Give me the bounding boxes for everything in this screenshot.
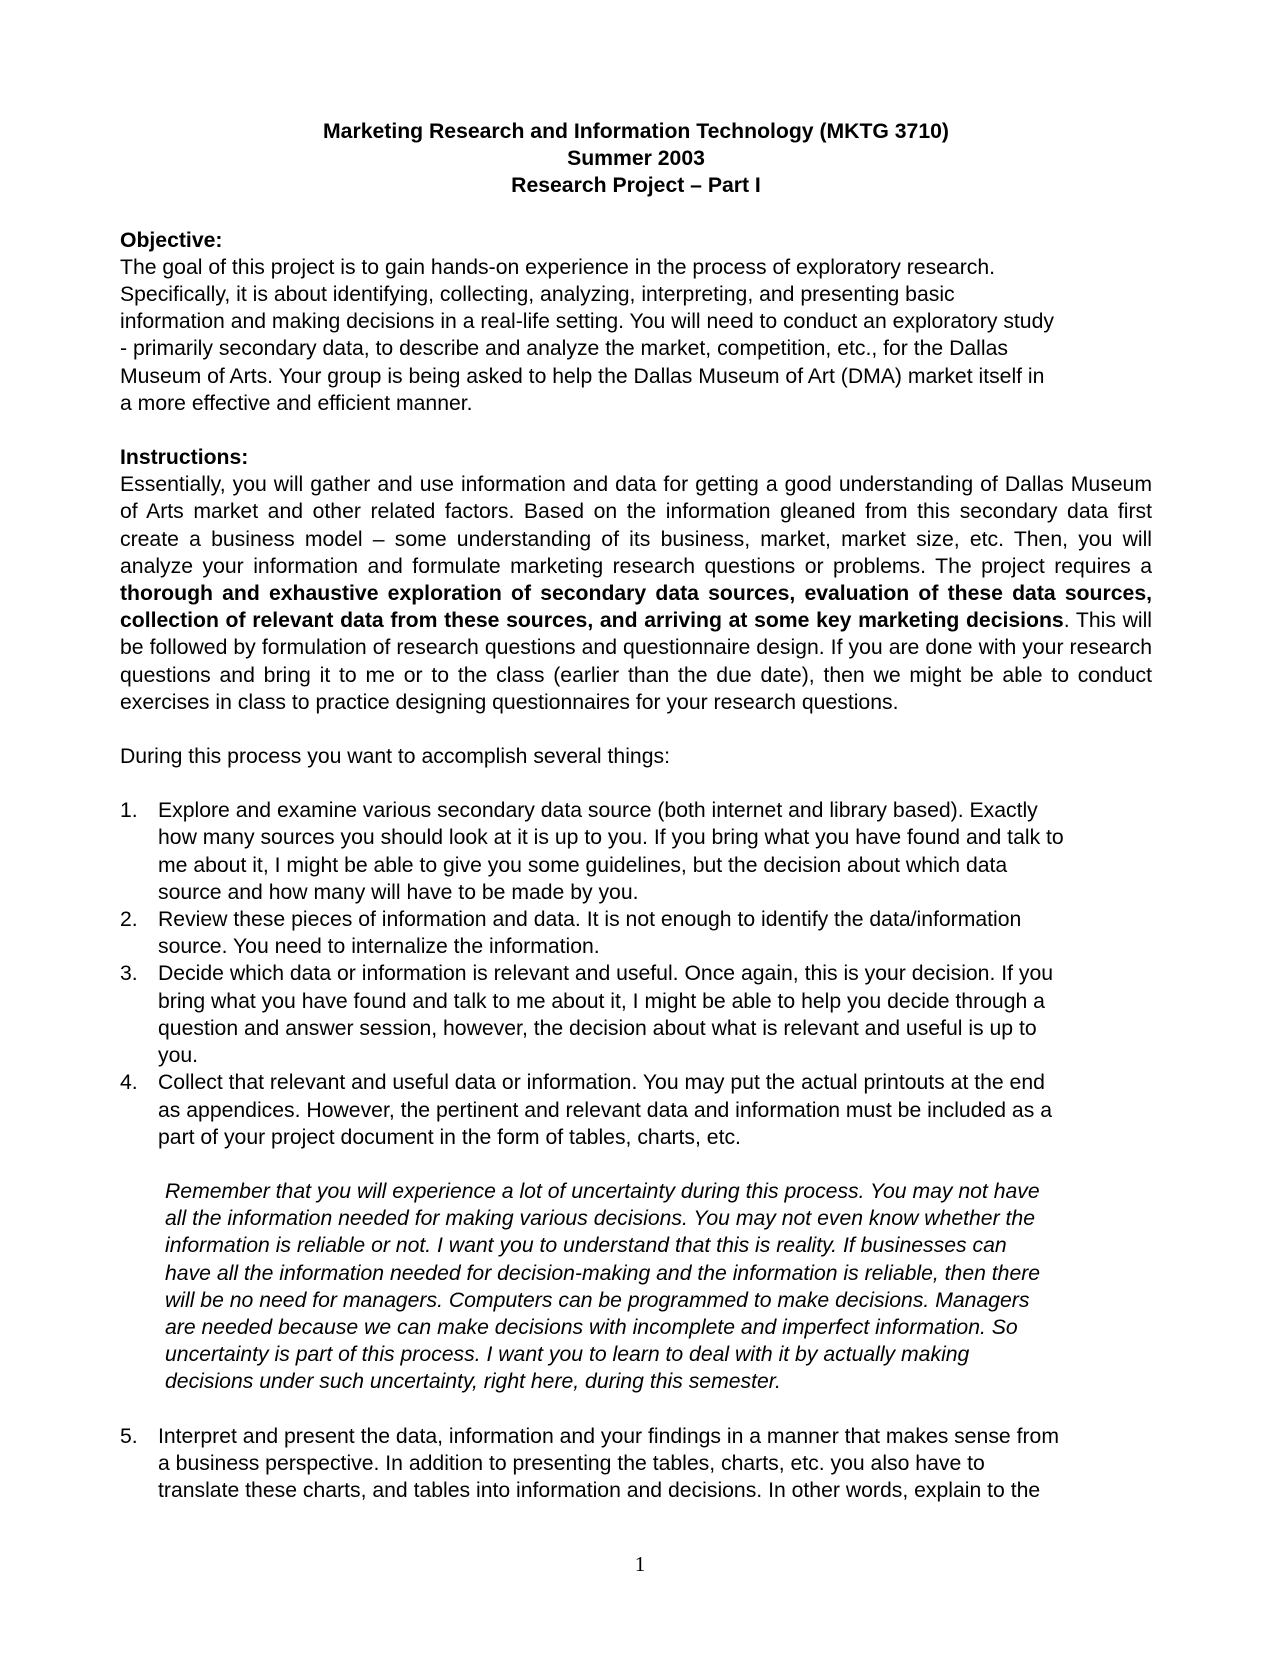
list-item-line: a business perspective. In addition to presenting the tables, charts, etc. you also have to — [158, 1451, 985, 1475]
list-item-line: how many sources you should look at it is up to you. If you bring what you have found and talk to — [158, 826, 1064, 850]
list-number: 3. — [120, 962, 138, 986]
uncertainty-note — [165, 1178, 1152, 1396]
list-item-line: Decide which data or information is relevant and useful. Once again, this is your decision. If you — [158, 962, 1054, 986]
list-item — [120, 1423, 1152, 1505]
objective-line: Museum of Arts. Your group is being asked to help the Dallas Museum of Art (DMA) market itself in — [120, 364, 1045, 388]
instructions-paragraph — [120, 471, 1152, 716]
objective-line: Specifically, it is about identifying, collecting, analyzing, interpreting, and presenting basic — [120, 283, 955, 307]
document-title-block — [120, 118, 1152, 200]
list-item — [120, 906, 1152, 960]
task-list-continued — [120, 1423, 1152, 1505]
note-line: information is reliable or not. I want you to understand that this is reality. If businesses can — [165, 1234, 1007, 1258]
list-item-line: translate these charts, and tables into information and decisions. In other words, explain to the — [158, 1478, 1041, 1502]
instructions-text-end: . This will be followed by formulation of research questions and questionnaire design. If you are done with your research questions and bring it to me or to the class (earlier than the due date), then we might be able to conduct exercises in class to practice designing questionnaires for your research questions. — [120, 609, 1152, 714]
term-title: Summer 2003 — [567, 147, 705, 171]
list-number: 4. — [120, 1071, 138, 1095]
note-line: are needed because we can make decisions with incomplete and imperfect information. So — [165, 1315, 1018, 1339]
note-line: uncertainty is part of this process. I want you to learn to deal with it by actually making — [165, 1343, 970, 1367]
list-item-line: Explore and examine various secondary data source (both internet and library based). Exactly — [158, 799, 1038, 823]
instructions-heading: Instructions: — [120, 446, 249, 470]
list-item-line: source. You need to internalize the information. — [158, 935, 600, 959]
course-title: Marketing Research and Information Technology (MKTG 3710) — [323, 120, 949, 143]
instructions-text-bold: thorough and exhaustive exploration of secondary data sources, evaluation of these data sources, collection of relevant data from these sources, and arriving at some key marketing decisions — [120, 582, 1152, 633]
list-item — [120, 1069, 1152, 1151]
list-item — [120, 960, 1152, 1069]
instructions-text-start: Essentially, you will gather and use information and data for getting a good understanding of Dallas Museum of Arts market and other related factors. Based on the information gleaned from this secondary data first create a business model – some understanding of its business, market, market size, etc. Then, you will analyze your information and formulate marketing research questions or problems. The project requires a — [120, 473, 1152, 578]
document-page — [120, 118, 1152, 1504]
list-item-line: as appendices. However, the pertinent and relevant data and information must be included as a — [158, 1098, 1052, 1122]
list-item-line: question and answer session, however, the decision about what is relevant and useful is up to — [158, 1016, 1037, 1040]
list-item-line: Collect that relevant and useful data or information. You may put the actual printouts at the end — [158, 1071, 1045, 1095]
list-item-line: part of your project document in the form of tables, charts, etc. — [158, 1125, 741, 1149]
note-line: have all the information needed for decision-making and the information is reliable, then there — [165, 1261, 1041, 1285]
instructions-section — [120, 444, 1152, 716]
page-number: 1 — [634, 1552, 646, 1576]
list-item-line: source and how many will have to be made by you. — [158, 880, 639, 904]
objective-line: - primarily secondary data, to describe and analyze the market, competition, etc., for the Dallas — [120, 337, 1008, 361]
list-intro: During this process you want to accomplish several things: — [120, 745, 670, 769]
list-number: 5. — [120, 1424, 138, 1448]
note-line: decisions under such uncertainty, right here, during this semester. — [165, 1370, 781, 1394]
objective-heading: Objective: — [120, 228, 223, 252]
list-number: 2. — [120, 908, 138, 932]
list-item-line: Review these pieces of information and data. It is not enough to identify the data/information — [158, 908, 1022, 932]
objective-section — [120, 227, 1152, 417]
objective-line: a more effective and efficient manner. — [120, 391, 473, 415]
list-item — [120, 797, 1152, 906]
list-item-line: Interpret and present the data, information and your findings in a manner that makes sense from — [158, 1424, 1059, 1448]
objective-line: information and making decisions in a real-life setting. You will need to conduct an exploratory study — [120, 310, 1054, 334]
list-number: 1. — [120, 799, 138, 823]
project-title: Research Project – Part I — [511, 174, 761, 198]
note-line: all the information needed for making various decisions. You may not even know whether the — [165, 1207, 1035, 1231]
task-list — [120, 797, 1152, 1151]
list-item-line: you. — [158, 1044, 199, 1068]
list-item-line: me about it, I might be able to give you some guidelines, but the decision about which data — [158, 853, 1008, 877]
list-item-line: bring what you have found and talk to me about it, I might be able to help you decide through a — [158, 989, 1045, 1013]
objective-line: The goal of this project is to gain hands-on experience in the process of exploratory research. — [120, 255, 996, 279]
note-line: will be no need for managers. Computers can be programmed to make decisions. Managers — [165, 1288, 1030, 1312]
note-line: Remember that you will experience a lot of uncertainty during this process. You may not have — [165, 1179, 1040, 1203]
